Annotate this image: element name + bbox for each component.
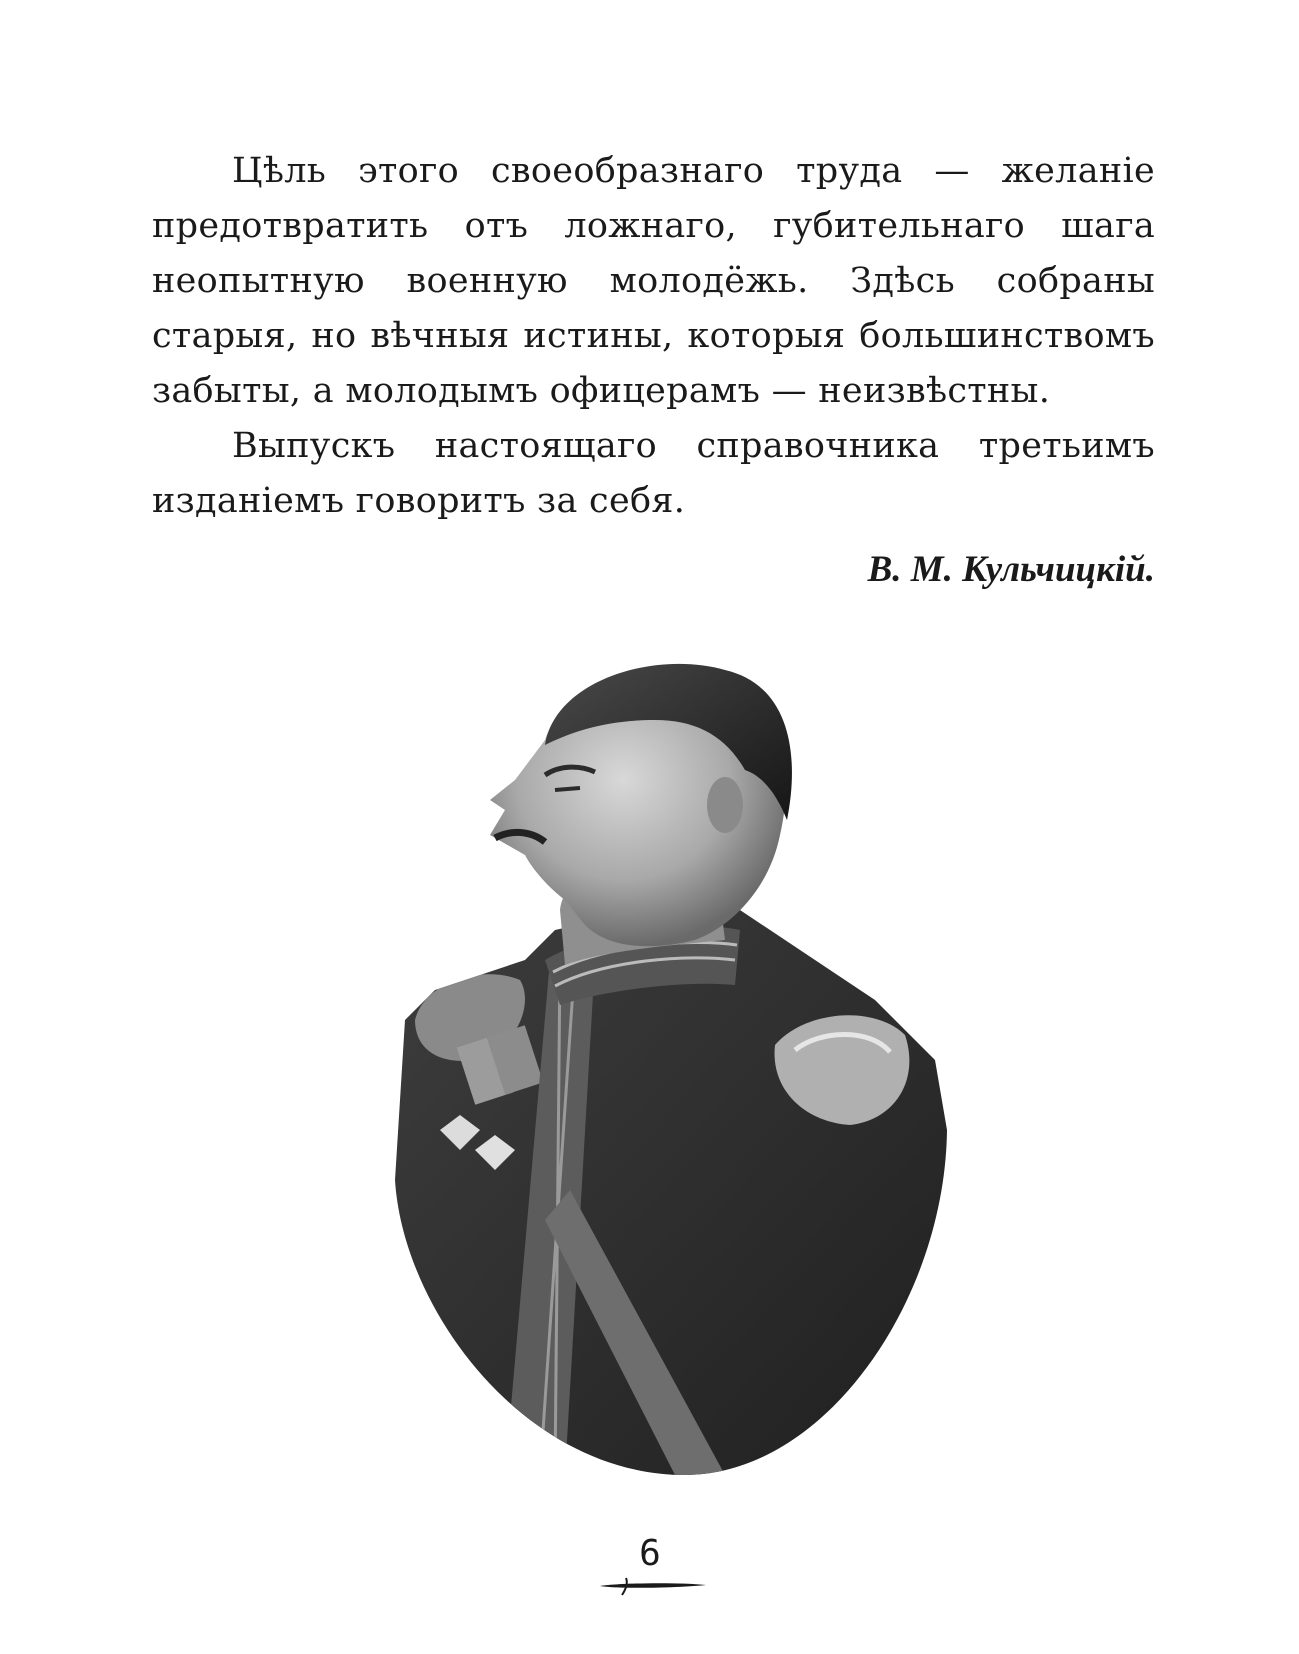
- paragraph-2: Выпускъ настоящаго справочника третьимъ изданіемъ говоритъ за себя.: [152, 426, 1155, 521]
- paragraph-1: Цѣль этого своеобразнаго труда — желаніе предотвратить отъ ложнаго, губительнаго шага неопытную военную молодёжь. Здѣсь собраны старыя, но вѣчныя истины, которыя большинствомъ забыты, а молодымъ офицерамъ — неизвѣстны.: [152, 151, 1155, 411]
- dagger-icon: [598, 1575, 708, 1597]
- author-signature: В. М. Кульчицкій.: [867, 549, 1155, 590]
- page-number: 6: [639, 1533, 661, 1574]
- officer-portrait-icon: [395, 660, 955, 1475]
- body-text: [152, 144, 1155, 529]
